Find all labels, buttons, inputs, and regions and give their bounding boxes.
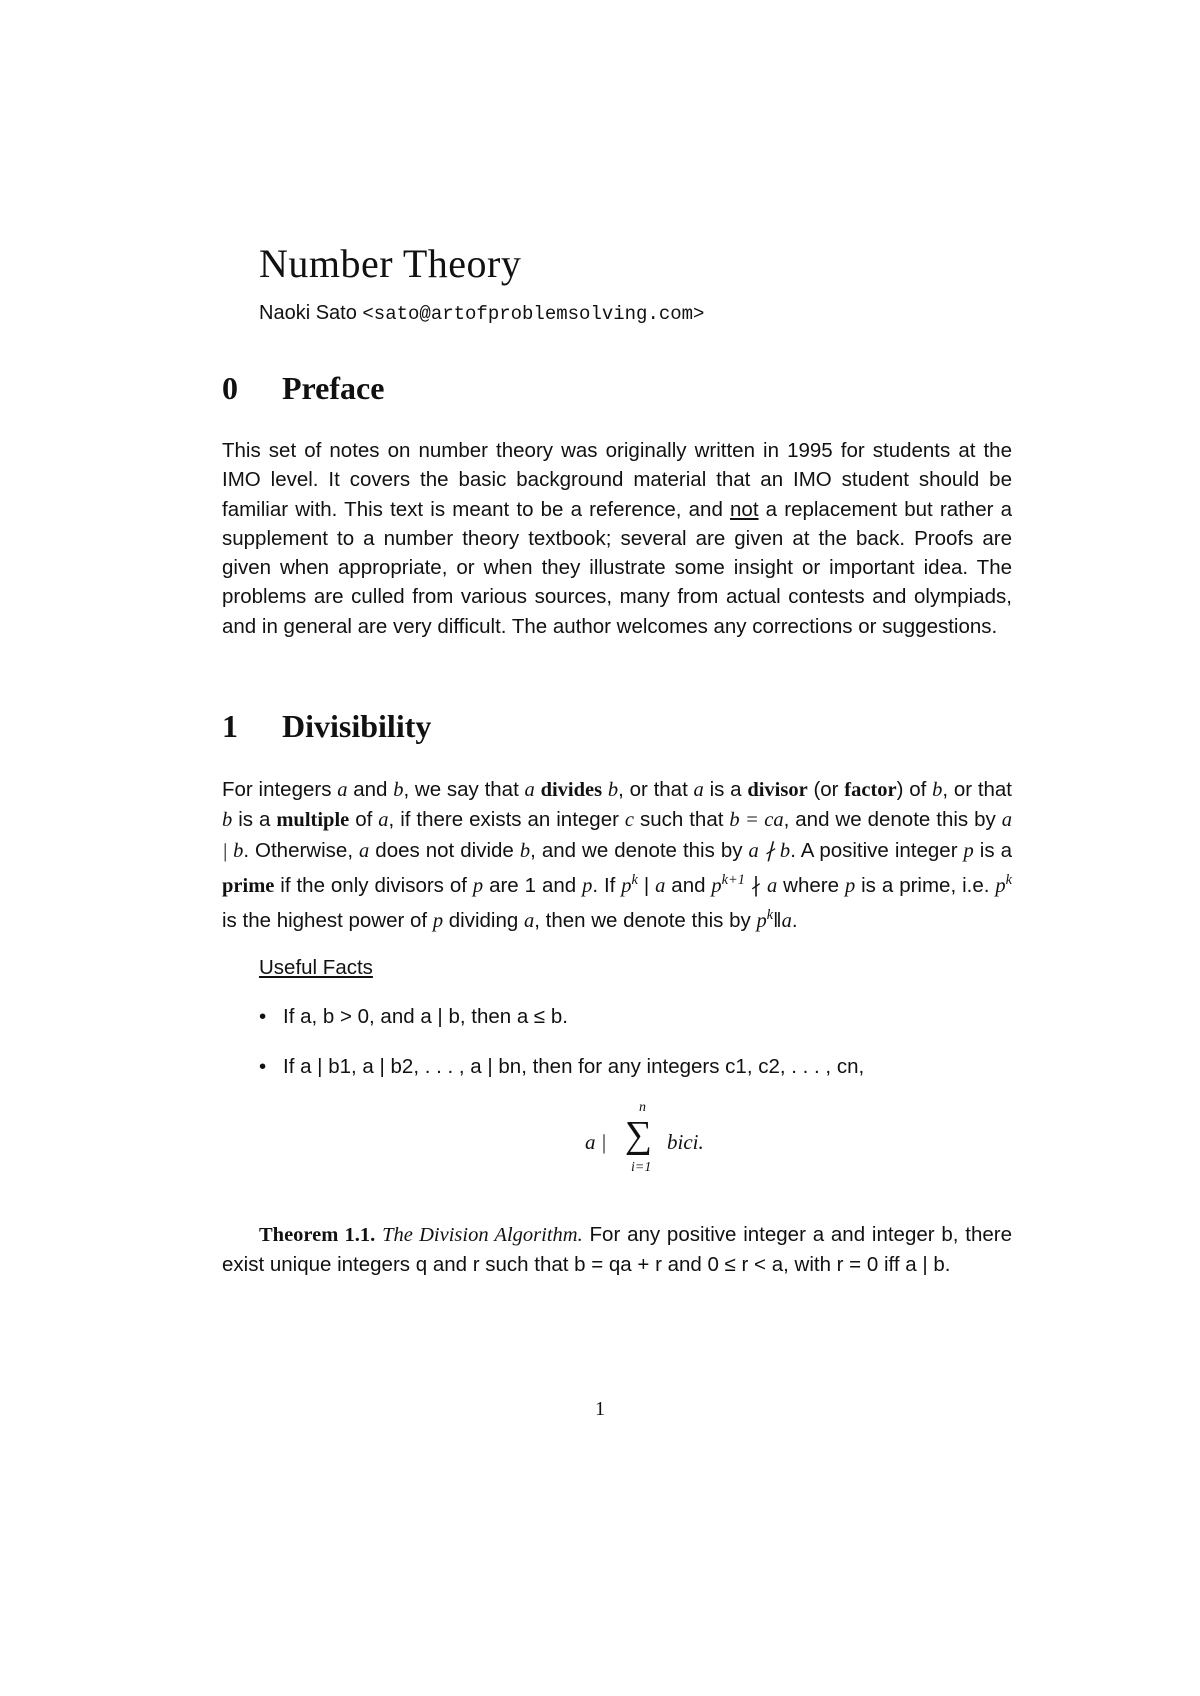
theorem-name: The Division Algorithm. [382,1224,583,1246]
section-title: Preface [282,370,385,406]
author-line [259,302,704,325]
sum-lower-limit: i=1 [631,1160,652,1175]
theorem-paragraph [222,1220,1012,1280]
bullet-icon: • [259,1005,267,1028]
equation-lhs: a | [585,1130,607,1154]
section-heading-preface [222,370,384,407]
summation-equation [585,1100,745,1190]
sum-symbol: ∑ [625,1114,653,1156]
term-divisor: divisor [747,779,808,801]
author-name: Naoki Sato [259,302,357,324]
sum-upper-limit: n [639,1100,646,1115]
document-title: Number Theory [259,241,522,286]
bullet-icon: • [259,1055,267,1078]
divisibility-paragraph: For integers a and b, we say that a divides b, or that a is a divisor (or factor) of b, or that b is a multiple of a, if there exists an integer c such that b = ca, and we denote this by a | b. Otherwise, a does not divide b, and we denote this by a ∤ b. A positive integer p is a prime if the only divisors of p are 1 and p. If $p^k$ | a and $p^{k+1}$ ∤ a where p is a prime, i.e. $p^k$ is the highest power of p dividing a, then we denote this by $p^k‖a$. [222,778,1013,932]
term-factor: factor [844,779,897,801]
page-number: 1 [595,1398,605,1420]
bullet-text: If a, b > 0, and a | b, then a ≤ b. [283,1005,568,1028]
section-heading-divisibility [222,708,431,745]
section-title: Divisibility [282,708,432,744]
author-email: <sato@artofproblemsolving.com> [362,303,705,325]
theorem-label: Theorem 1.1. [259,1224,376,1246]
useful-facts-heading: Useful Facts [259,956,373,979]
term-divides: divides [540,779,603,801]
preface-underlined: not [730,497,759,521]
equation-body: bici. [667,1130,704,1154]
bullet-text: If a | b1, a | b2, . . . , a | bn, then for any integers c1, c2, . . . , cn, [283,1055,865,1078]
theorem-text: For any positive integer a and integer b, there exist unique integers q and r such that b = qa + r and 0 ≤ r < a, with r = 0 iff a | b. [222,1223,1013,1277]
term-prime: prime [222,874,275,897]
preface-text-1: This set of notes on number theory was originally written in 1995 for students at the IMO level. It covers the basic background material that an IMO student should be familiar with. This text is meant to be a reference, and [222,439,1012,521]
preface-text-2: a replacement but rather a supplement to a number theory textbook; several are given at the back. Proofs are given when appropriate, or when they illustrate some insight or important idea. The problems are culled from various sources, many from actual contests and olympiads, and in general are very difficult. The author welcomes any corrections or suggestions. [222,497,1012,638]
section-number: 1 [222,708,238,744]
term-multiple: multiple [276,809,350,832]
preface-paragraph [222,436,1012,641]
section-number: 0 [222,370,238,406]
